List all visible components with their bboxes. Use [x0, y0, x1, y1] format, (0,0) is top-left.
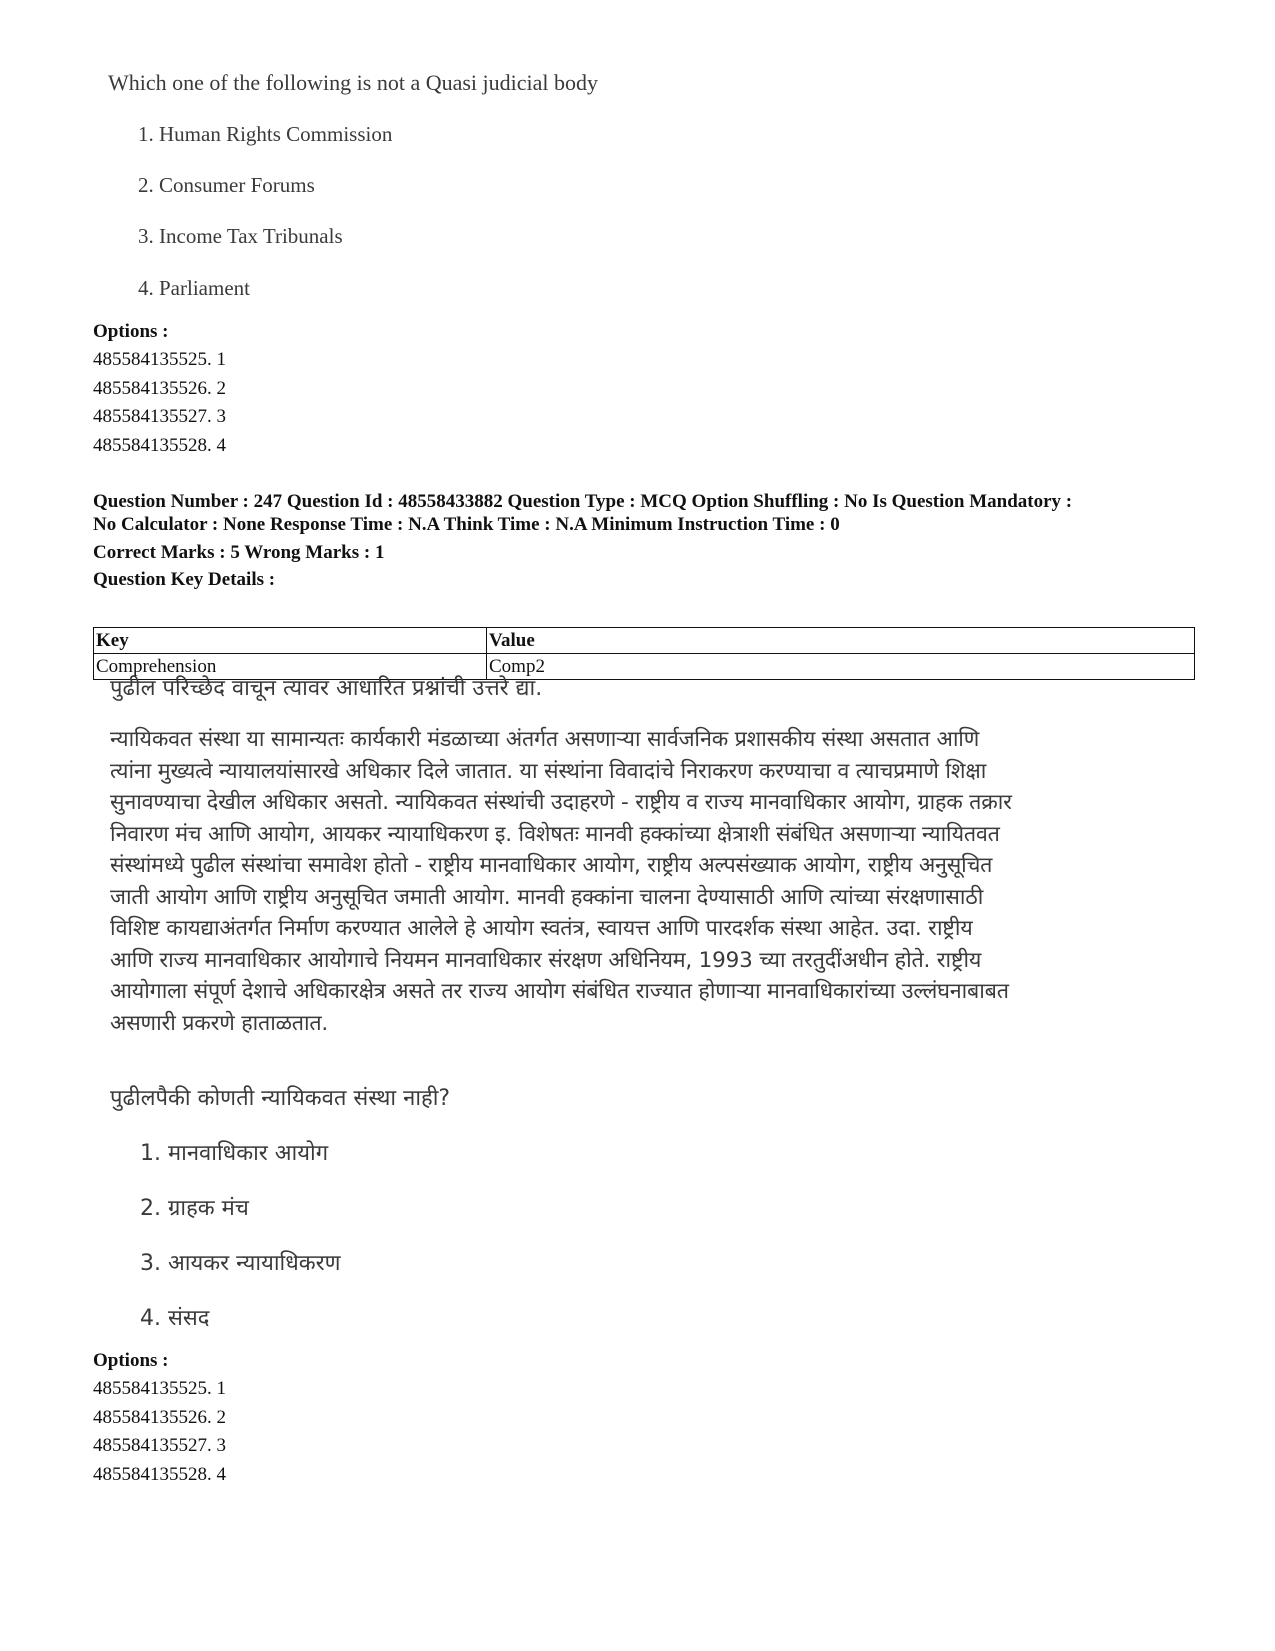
- table-cell: Comp2: [487, 654, 1195, 680]
- passage-line: जाती आयोग आणि राष्ट्रीय अनुसूचित जमाती आयोग. मानवी हक्कांना चालना देण्यासाठी आणि त्यांच्या संरक्षणासाठी: [110, 884, 984, 910]
- question-meta-line: Question Number : 247 Question Id : 48558433882 Question Type : MCQ Option Shuffling : No Is Question Mandatory :: [93, 491, 1073, 512]
- passage-line: आणि राज्य मानवाधिकार आयोगाचे नियमन मानवाधिकार संरक्षण अधिनियम, 1993 च्या तरतुदींअधीन होते. राष्ट्रीय: [110, 947, 982, 973]
- question-stem: Which one of the following is not a Quasi judicial body: [108, 70, 599, 95]
- question-image-marathi: [110, 672, 1170, 1332]
- options-block: [93, 1347, 226, 1489]
- passage-line: त्यांना मुख्यत्वे न्यायालयांसारखे अधिकार दिले जातात. या संस्थांना विवादांचे निराकरण करण्याचा व त्याचप्रमाणे शिक्षा: [110, 758, 987, 784]
- question-stem: पुढीलपैकी कोणती न्यायिकवत संस्था नाही?: [110, 1086, 451, 1111]
- option-id: 485584135527. 3: [93, 1435, 226, 1456]
- option-id: 485584135527. 3: [93, 406, 226, 427]
- question-option: 4. संसद: [140, 1306, 210, 1331]
- passage-line: विशिष्ट कायद्याअंतर्गत निर्माण करण्यात आलेले हे आयोग स्वतंत्र, स्वायत्त आणि पारदर्शक संस्था आहेत. उदा. राष्ट्रीय: [110, 916, 973, 941]
- question-option: 1. Human Rights Commission: [138, 122, 393, 146]
- passage-line: न्यायिकवत संस्था या सामान्यतः कार्यकारी मंडळाच्या अंतर्गत असणाऱ्या सार्वजनिक प्रशासकीय संस्था असतात आणि: [110, 727, 980, 752]
- question-meta-line: No Calculator : None Response Time : N.A Think Time : N.A Minimum Instruction Time : 0: [93, 514, 840, 535]
- option-id: 485584135528. 4: [93, 434, 226, 456]
- options-label: Options :: [93, 1350, 169, 1371]
- options-label: Options :: [93, 321, 169, 342]
- question-option: 3. Income Tax Tribunals: [138, 224, 343, 248]
- passage-line: आयोगाला संपूर्ण देशाचे अधिकारक्षेत्र असते तर राज्य आयोग संबंधित राज्यात होणाऱ्या मानवाधिकारांच्या उल्लंघनाबाबत: [110, 979, 1009, 1004]
- option-id: 485584135526. 2: [93, 377, 226, 399]
- passage-instruction: पुढील परिच्छेद वाचून त्यावर आधारित प्रश्नांची उत्तरे द्या.: [110, 676, 543, 701]
- question-option: 1. मानवाधिकार आयोग: [140, 1141, 329, 1166]
- passage-line: असणारी प्रकरणे हाताळतात.: [110, 1010, 329, 1036]
- option-id: 485584135528. 4: [93, 1463, 226, 1485]
- passage-line: निवारण मंच आणि आयोग, आयकर न्यायाधिकरण इ. विशेषतः मानवी हक्कांच्या क्षेत्राशी संबंधित असणाऱ्या न्यायितवत: [110, 821, 1000, 847]
- passage-text: [110, 724, 1160, 1039]
- table-header-row: [94, 628, 1195, 654]
- question-metadata: [93, 490, 1213, 593]
- question-option: 4. Parliament: [138, 276, 250, 300]
- table-cell: Comprehension: [94, 654, 487, 680]
- question-option: 2. ग्राहक मंच: [140, 1196, 249, 1221]
- passage-line: सुनावण्याचा देखील अधिकार असतो. न्यायिकवत संस्थांची उदाहरणे - राष्ट्रीय व राज्य मानवाधिकार आयोग, ग्राहक तक्रार: [110, 790, 1012, 815]
- option-id: 485584135525. 1: [93, 349, 226, 370]
- key-details-label: Question Key Details :: [93, 569, 276, 590]
- marks-line: Correct Marks : 5 Wrong Marks : 1: [93, 542, 385, 563]
- option-id: 485584135526. 2: [93, 1406, 226, 1428]
- question-option: 3. आयकर न्यायाधिकरण: [140, 1251, 341, 1276]
- question-image-english: [108, 70, 808, 310]
- table-header-cell: Value: [487, 628, 1195, 654]
- question-option: 2. Consumer Forums: [138, 173, 315, 197]
- table-header-cell: Key: [94, 628, 487, 654]
- options-block: [93, 318, 226, 460]
- option-id: 485584135525. 1: [93, 1378, 226, 1399]
- passage-line: संस्थांमध्ये पुढील संस्थांचा समावेश होतो - राष्ट्रीय मानवाधिकार आयोग, राष्ट्रीय अल्पसंख्याक आयोग, राष्ट्रीय अनुसूचित: [110, 853, 993, 878]
